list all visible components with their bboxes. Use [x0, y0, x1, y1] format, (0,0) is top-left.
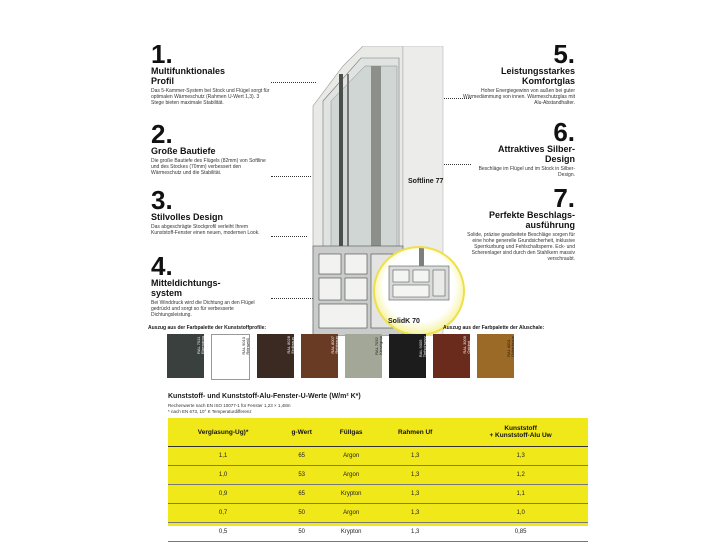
- table-header-row: [168, 418, 588, 447]
- swatch-label: RAL 7032 Kieselgrau: [374, 336, 383, 355]
- table-cell: Argon: [325, 466, 377, 485]
- feature-description: Das abgeschrägte Stockprofil verleiht Ihrem Kunststoff-Fenster einen neuen, modernen Look.: [151, 224, 260, 236]
- feature-number: 6.: [553, 117, 575, 147]
- color-swatch: [433, 334, 470, 378]
- swatch-label: RAL 8007 Rehbraun: [330, 336, 339, 354]
- table-cell: Krypton: [325, 485, 377, 504]
- feature-number: 7.: [553, 183, 575, 213]
- swatch-label: RAL 7011 Eisengrau: [196, 336, 205, 355]
- table-row: [168, 485, 588, 504]
- uvalues-note: * nach EN 673, 10° K Temperaturdifferenz: [168, 409, 252, 414]
- uvalues-table: [168, 418, 588, 535]
- color-swatch: [345, 334, 382, 378]
- table-cell: 0,5: [168, 523, 278, 542]
- softline-label: Softline 77: [408, 178, 444, 185]
- table-cell: 65: [278, 447, 325, 466]
- feature-title: Stilvolles Design: [151, 212, 224, 222]
- table-cell: 50: [278, 523, 325, 542]
- table-cell: 0,85: [453, 523, 588, 542]
- table-cell: 50: [278, 504, 325, 523]
- feature-6: [463, 117, 575, 178]
- column-header: Kunststoff + Kunststoff-Alu Uw: [453, 418, 588, 447]
- table-row: [168, 447, 588, 466]
- feature-description: Beschläge im Flügel und im Stock in Silber-Design.: [478, 166, 575, 178]
- table-cell: 65: [278, 485, 325, 504]
- color-swatch: [301, 334, 338, 378]
- feature-3: [151, 185, 271, 236]
- feature-number: 5.: [553, 39, 575, 69]
- feature-description: Bei Winddruck wird die Dichtung an den Flügel gedrückt und sorgt so für verbesserte Dichtungsleistung.: [151, 300, 255, 318]
- table-cell: 1,3: [453, 447, 588, 466]
- color-swatch: [257, 334, 294, 378]
- feature-number: 1.: [151, 39, 173, 69]
- column-header: Verglasung-Ug)*: [168, 418, 278, 447]
- alu-palette-heading: Auszug aus der Farbpalette der Aluschale:: [443, 325, 545, 331]
- table-cell: Argon: [325, 447, 377, 466]
- feature-4: [151, 251, 271, 318]
- swatch-label: RAL 9005 Tiefschwarz: [418, 336, 427, 358]
- solidk-label: SolidK 70: [388, 318, 420, 325]
- table-cell: 1,1: [453, 485, 588, 504]
- table-cell: Argon: [325, 504, 377, 523]
- uvalues-note: Rechenwerte nach EN ISO 10077-1 für Fenster 1,23 × 1,48m: [168, 403, 291, 408]
- column-header: g-Wert: [278, 418, 325, 447]
- feature-title: Mitteldichtungs- system: [151, 278, 221, 298]
- feature-title: Leistungsstarkes Komfortglas: [500, 66, 575, 86]
- table-cell: 0,9: [168, 485, 278, 504]
- feature-description: Die große Bautiefe des Flügels (82mm) von Softline und des Stockes (70mm) verbessert den Wärmeschutz und die Stabilität.: [151, 158, 266, 176]
- feature-title: Perfekte Beschlags- ausführung: [488, 210, 575, 230]
- feature-description: Solide, präzise gearbeitete Beschläge sorgen für eine hohe generelle Grundsicherheit, inklusive Sperrkurbung und Fehlschaltsperre. Eck- und Scherenlager sind durch den Stahlkern massiv verschraubt.: [467, 232, 575, 262]
- swatch-label: RAL 8028 Erdbraun: [286, 336, 295, 354]
- feature-number: 4.: [151, 251, 173, 281]
- swatch-label: RAL 3009 Oxidrot: [462, 336, 471, 354]
- table-cell: 1,0: [168, 466, 278, 485]
- table-cell: Krypton: [325, 523, 377, 542]
- table-cell: 1,3: [377, 523, 453, 542]
- uvalues-title: Kunststoff- und Kunststoff-Alu-Fenster-U-Werte (W/m² K*): [168, 393, 361, 400]
- feature-7: [463, 183, 575, 262]
- feature-5: [463, 39, 575, 106]
- uvalues-notes: [168, 403, 290, 415]
- table-row: [168, 523, 588, 542]
- feature-number: 2.: [151, 119, 173, 149]
- color-swatch: [477, 334, 514, 378]
- feature-number: 3.: [151, 185, 173, 215]
- color-swatch: [167, 334, 204, 378]
- table-cell: 0,7: [168, 504, 278, 523]
- kunststoff-palette-heading: Auszug aus der Farbpalette der Kunststoffprofile:: [148, 325, 267, 331]
- swatch-label: RAL 8001 Ockerbraun: [506, 336, 515, 357]
- feature-description: Das 5-Kammer-System bei Stock und Flügel sorgt für optimalen Wärmeschutz (Rahmen U-Wert 1,3). 3 Stege bieten maximale Stabilität.: [151, 88, 270, 106]
- leader-line: [271, 236, 307, 237]
- table-cell: 1,3: [377, 504, 453, 523]
- feature-description: Hoher Energiegewinn von außen bei guter Wärmedämmung von innen. Wärmeschutzglas mit Alu-Abstandhalter.: [463, 88, 575, 106]
- swatch-label: RAL 9010 Reinweiß: [241, 337, 250, 355]
- table-cell: 1,3: [377, 466, 453, 485]
- table-cell: 1,0: [453, 504, 588, 523]
- color-swatch: [389, 334, 426, 378]
- table-cell: 1,3: [377, 447, 453, 466]
- table-cell: 1,2: [453, 466, 588, 485]
- column-header: Füllgas: [325, 418, 377, 447]
- column-header: Rahmen Uf: [377, 418, 453, 447]
- feature-title: Attraktives Silber- Design: [497, 144, 575, 164]
- brochure-page: [143, 36, 583, 535]
- table-cell: 1,1: [168, 447, 278, 466]
- table-row: [168, 466, 588, 485]
- table-cell: 53: [278, 466, 325, 485]
- table-cell: 1,3: [377, 485, 453, 504]
- feature-title: Große Bautiefe: [151, 146, 216, 156]
- color-swatches: [167, 334, 514, 380]
- feature-1: [151, 39, 271, 106]
- feature-title: Multifunktionales Profil: [151, 66, 225, 86]
- feature-2: [151, 119, 271, 176]
- color-swatch: [211, 334, 250, 380]
- table-row: [168, 504, 588, 523]
